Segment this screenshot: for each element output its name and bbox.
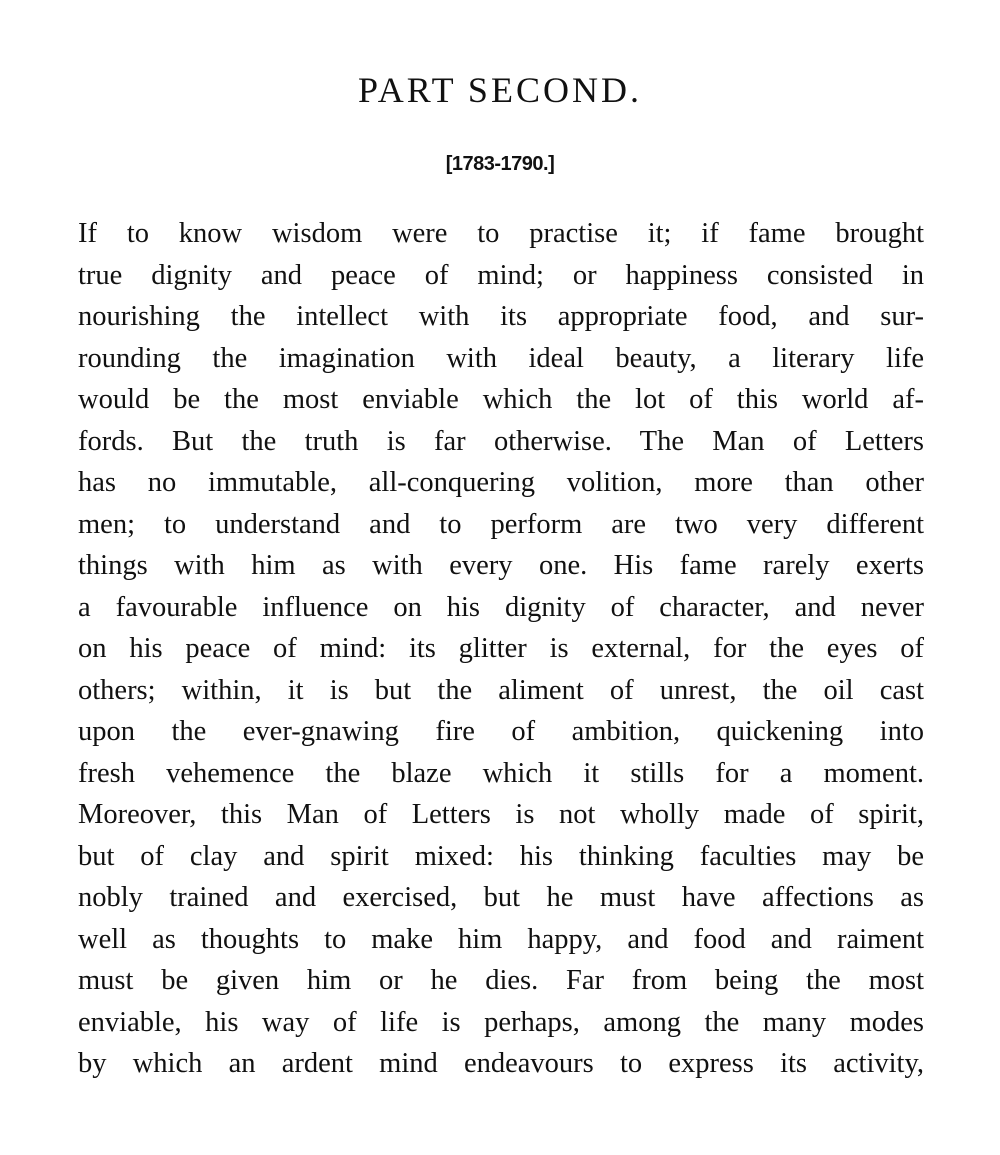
paragraph-line: would be the most enviable which the lot of this world af- bbox=[78, 384, 924, 415]
paragraph-line: on his peace of mind: its glitter is external, for the eyes of bbox=[78, 633, 924, 664]
paragraph-line: a favourable influence on his dignity of character, and never bbox=[78, 591, 924, 623]
paragraph-line: has no immutable, all-conquering volition, more than other bbox=[78, 467, 924, 498]
paragraph-line: If to know wisdom were to practise it; if fame brought bbox=[78, 218, 924, 249]
date-range: [1783-1790.] bbox=[445, 153, 555, 175]
body-paragraph bbox=[78, 213, 924, 1085]
paragraph-line: but of clay and spirit mixed: his thinking faculties may be bbox=[78, 840, 924, 872]
paragraph-line: nourishing the intellect with its appropriate food, and sur- bbox=[78, 301, 924, 332]
paragraph-line: nobly trained and exercised, but he must have affections as bbox=[78, 882, 924, 913]
paragraph-line: rounding the imagination with ideal beauty, a literary life bbox=[78, 342, 924, 374]
paragraph-line: fords. But the truth is far otherwise. The Man of Letters bbox=[78, 425, 924, 457]
paragraph-line: men; to understand and to perform are two very different bbox=[78, 508, 924, 540]
paragraph-line: by which an ardent mind endeavours to express its activity, bbox=[78, 1048, 924, 1079]
page-title: PART SECOND. bbox=[358, 70, 642, 110]
paragraph-line: must be given him or he dies. Far from being the most bbox=[78, 965, 924, 996]
paragraph-line: others; within, it is but the aliment of unrest, the oil cast bbox=[78, 674, 924, 706]
paragraph-line: well as thoughts to make him happy, and food and raiment bbox=[78, 923, 924, 955]
paragraph-line: true dignity and peace of mind; or happiness consisted in bbox=[78, 259, 924, 291]
paragraph-line: enviable, his way of life is perhaps, among the many modes bbox=[78, 1006, 924, 1038]
paragraph-line: upon the ever-gnawing fire of ambition, quickening into bbox=[78, 716, 924, 747]
paragraph-line: Moreover, this Man of Letters is not wholly made of spirit, bbox=[78, 799, 924, 830]
paragraph-line: fresh vehemence the blaze which it stills for a moment. bbox=[78, 757, 924, 789]
paragraph-line: things with him as with every one. His fame rarely exerts bbox=[78, 550, 924, 581]
